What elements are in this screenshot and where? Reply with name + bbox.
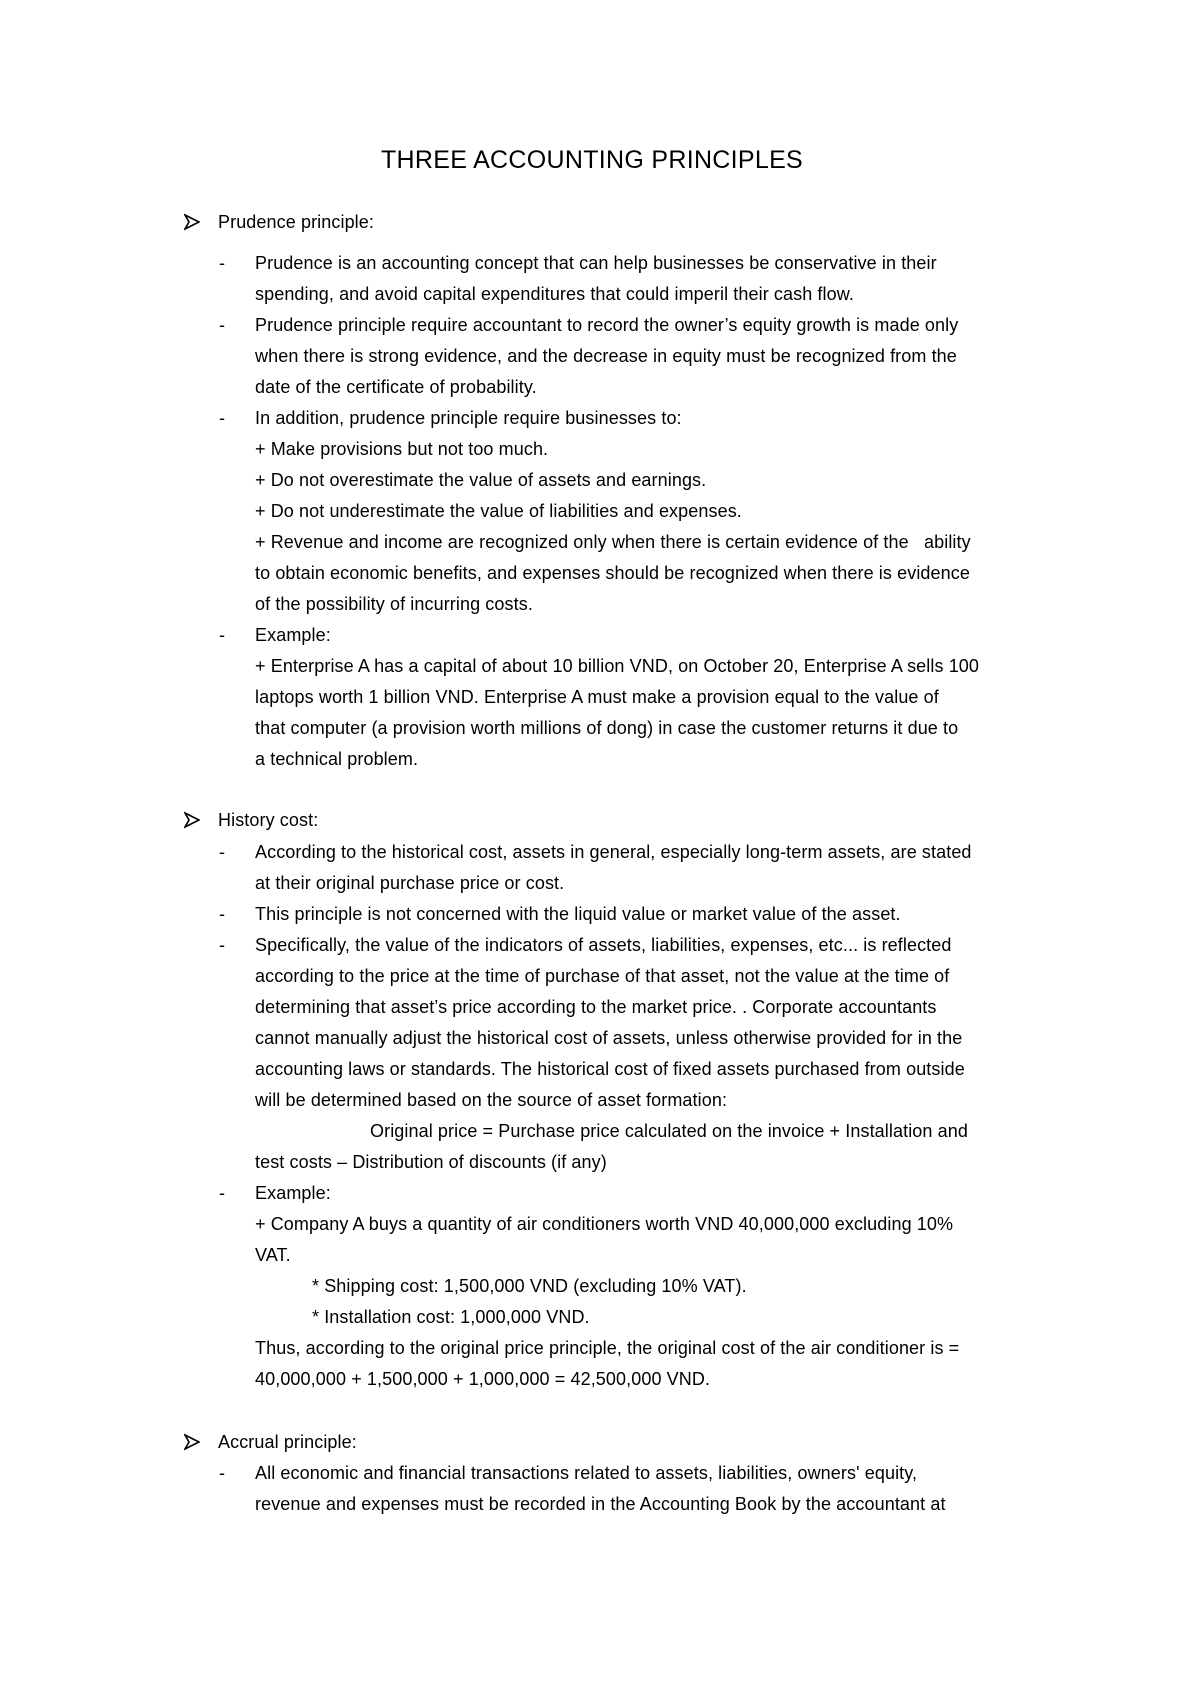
text-line: test costs – Distribution of discounts (if any) [255, 1152, 607, 1172]
text-line: Prudence is an accounting concept that can help businesses be conservative in their [255, 253, 937, 273]
text-line: cannot manually adjust the historical cost of assets, unless otherwise provided for in the [255, 1028, 963, 1048]
text-line: + Company A buys a quantity of air conditioners worth VND 40,000,000 excluding 10% [255, 1214, 954, 1234]
text-line: laptops worth 1 billion VND. Enterprise A must make a provision equal to the value of [255, 687, 939, 707]
text-line: date of the certificate of probability. [255, 377, 537, 397]
text-line: + Enterprise A has a capital of about 10 billion VND, on October 20, Enterprise A sells 100 [255, 656, 980, 676]
dash-bullet: - [219, 253, 226, 273]
text-line: will be determined based on the source of asset formation: [255, 1090, 728, 1110]
dash-bullet: - [219, 625, 226, 645]
text-line: 40,000,000 + 1,500,000 + 1,000,000 = 42,500,000 VND. [255, 1369, 711, 1389]
text-line: + Make provisions but not too much. [255, 439, 549, 459]
text-line: According to the historical cost, assets in general, especially long-term assets, are stated [255, 842, 972, 862]
text-line: revenue and expenses must be recorded in the Accounting Book by the accountant at [255, 1494, 946, 1514]
text-line: spending, and avoid capital expenditures that could imperil their cash flow. [255, 284, 854, 304]
text-line: VAT. [255, 1245, 291, 1265]
section-heading-label: History cost: [218, 810, 319, 830]
text-line: according to the price at the time of purchase of that asset, not the value at the time of [255, 966, 950, 986]
dash-bullet: - [219, 315, 226, 335]
text-line: determining that asset’s price according to the market price. . Corporate accountants [255, 997, 937, 1017]
text-line: when there is strong evidence, and the decrease in equity must be recognized from the [255, 346, 957, 366]
text-line: + Do not overestimate the value of assets and earnings. [255, 470, 707, 490]
arrow-bullet-icon [184, 1428, 200, 1456]
dash-bullet: - [219, 408, 226, 428]
dash-bullet: - [219, 842, 226, 862]
text-line: + Do not underestimate the value of liabilities and expenses. [255, 501, 742, 521]
section-heading-label: Prudence principle: [218, 212, 374, 232]
text-line: Example: [255, 1183, 331, 1203]
document-title: THREE ACCOUNTING PRINCIPLES [380, 146, 804, 174]
text-line: at their original purchase price or cost. [255, 873, 565, 893]
section-heading-label: Accrual principle: [218, 1432, 357, 1452]
text-line: * Shipping cost: 1,500,000 VND (excluding 10% VAT). [312, 1276, 747, 1296]
text-line: to obtain economic benefits, and expenses should be recognized when there is evidence [255, 563, 970, 583]
dash-bullet: - [219, 935, 226, 955]
arrow-bullet-icon [184, 806, 200, 834]
text-line: that computer (a provision worth millions of dong) in case the customer returns it due to [255, 718, 959, 738]
arrow-bullet-icon [184, 208, 200, 236]
text-line: a technical problem. [255, 749, 419, 769]
text-line: of the possibility of incurring costs. [255, 594, 533, 614]
dash-bullet: - [219, 1463, 226, 1483]
text-line: This principle is not concerned with the liquid value or market value of the asset. [255, 904, 901, 924]
text-line: Example: [255, 625, 331, 645]
dash-bullet: - [219, 1183, 226, 1203]
text-line: Specifically, the value of the indicators of assets, liabilities, expenses, etc... is reflected [255, 935, 952, 955]
text-line: * Installation cost: 1,000,000 VND. [312, 1307, 590, 1327]
text-line: In addition, prudence principle require businesses to: [255, 408, 682, 428]
text-line: accounting laws or standards. The historical cost of fixed assets purchased from outside [255, 1059, 965, 1079]
text-line: Thus, according to the original price principle, the original cost of the air conditioner is = [255, 1338, 960, 1358]
text-line: All economic and financial transactions related to assets, liabilities, owners' equity, [255, 1463, 918, 1483]
text-line: + Revenue and income are recognized only when there is certain evidence of the ability [255, 532, 971, 552]
text-line: Prudence principle require accountant to record the owner’s equity growth is made only [255, 315, 959, 335]
formula-line: Original price = Purchase price calculated on the invoice + Installation and [370, 1121, 968, 1141]
dash-bullet: - [219, 904, 226, 924]
